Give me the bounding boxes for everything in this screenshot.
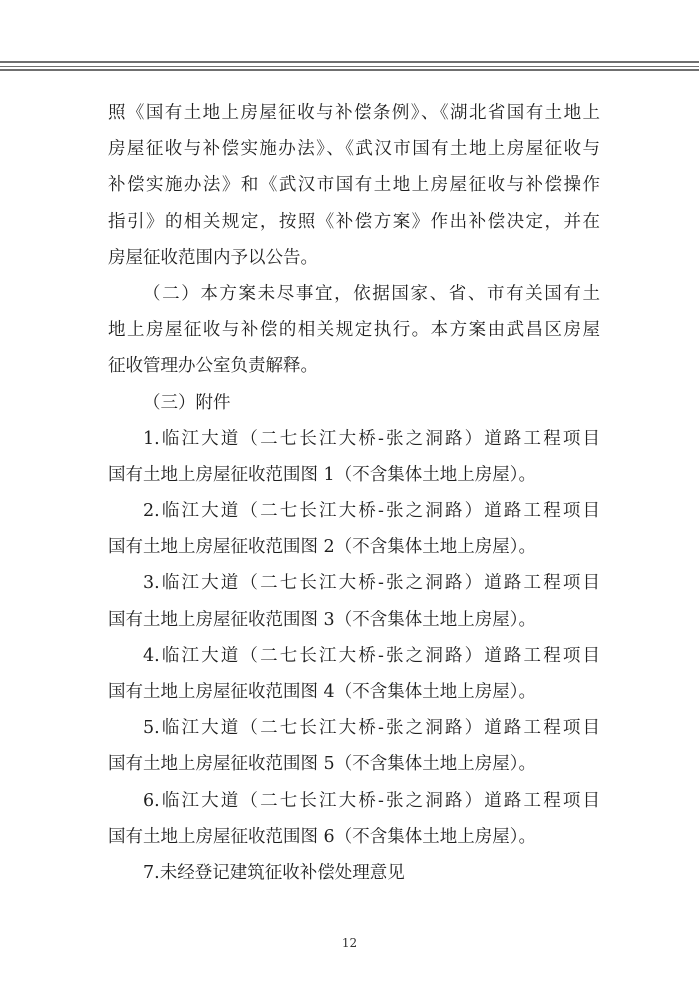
header-rule-middle — [0, 66, 699, 67]
attachment-item-7 — [108, 855, 600, 891]
attachment-item-2 — [108, 493, 600, 565]
header-rule-bottom — [0, 69, 699, 71]
attachment-item-5 — [108, 710, 600, 782]
attachment-title: 2.临江大道（二七长江大桥-张之洞路）道路工程项目 — [143, 501, 600, 522]
text-line: 征收管理办公室负责解释。 — [108, 356, 318, 377]
attachment-subtitle: 国有土地上房屋征收范围图 2（不含集体土地上房屋）。 — [108, 537, 536, 558]
text-line: 房屋征收范围内予以公告。 — [108, 247, 318, 268]
attachment-item-3 — [108, 565, 600, 637]
page-number: 12 — [341, 936, 358, 950]
paragraph-compensation-decision — [108, 95, 600, 276]
text-line: （二）本方案未尽事宜，依据国家、省、市有关国有土 — [143, 283, 600, 304]
section-heading-attachments — [108, 385, 600, 421]
attachment-item-4 — [108, 638, 600, 710]
header-rule-top — [0, 61, 699, 63]
attachment-subtitle: 国有土地上房屋征收范围图 3（不含集体土地上房屋）。 — [108, 609, 536, 630]
attachment-subtitle: 国有土地上房屋征收范围图 5（不含集体土地上房屋）。 — [108, 754, 536, 775]
attachment-title: 5.临江大道（二七长江大桥-张之洞路）道路工程项目 — [143, 718, 600, 739]
paragraph-interpretation — [108, 276, 600, 385]
attachment-subtitle: 国有土地上房屋征收范围图 4（不含集体土地上房屋）。 — [108, 682, 536, 702]
attachment-title: 7.未经登记建筑征收补偿处理意见 — [143, 862, 405, 883]
attachment-title: 6.临江大道（二七长江大桥-张之洞路）道路工程项目 — [143, 790, 600, 811]
attachment-subtitle: 国有土地上房屋征收范围图 6（不含集体土地上房屋）。 — [108, 826, 536, 847]
attachment-subtitle: 国有土地上房屋征收范围图 1（不含集体土地上房屋）。 — [108, 464, 536, 485]
text-line: 补偿实施办法》和《武汉市国有土地上房屋征收与补偿操作 — [108, 175, 600, 196]
text-line: 照《国有土地上房屋征收与补偿条例》、《湖北省国有土地上 — [108, 103, 600, 123]
text-line: 指引》的相关规定，按照《补偿方案》作出补偿决定，并在 — [108, 211, 600, 232]
attachment-item-6 — [108, 783, 600, 855]
attachment-item-1 — [108, 421, 600, 493]
document-body — [108, 95, 600, 891]
attachment-title: 3.临江大道（二七长江大桥-张之洞路）道路工程项目 — [143, 573, 600, 594]
text-line: 地上房屋征收与补偿的相关规定执行。本方案由武昌区房屋 — [108, 320, 600, 341]
text-line: 房屋征收与补偿实施办法》、《武汉市国有土地上房屋征收与 — [108, 139, 600, 160]
attachment-title: 4.临江大道（二七长江大桥-张之洞路）道路工程项目 — [143, 645, 600, 666]
text-line: （三）附件 — [143, 392, 231, 413]
attachment-title: 1.临江大道（二七长江大桥-张之洞路）道路工程项目 — [143, 428, 600, 449]
